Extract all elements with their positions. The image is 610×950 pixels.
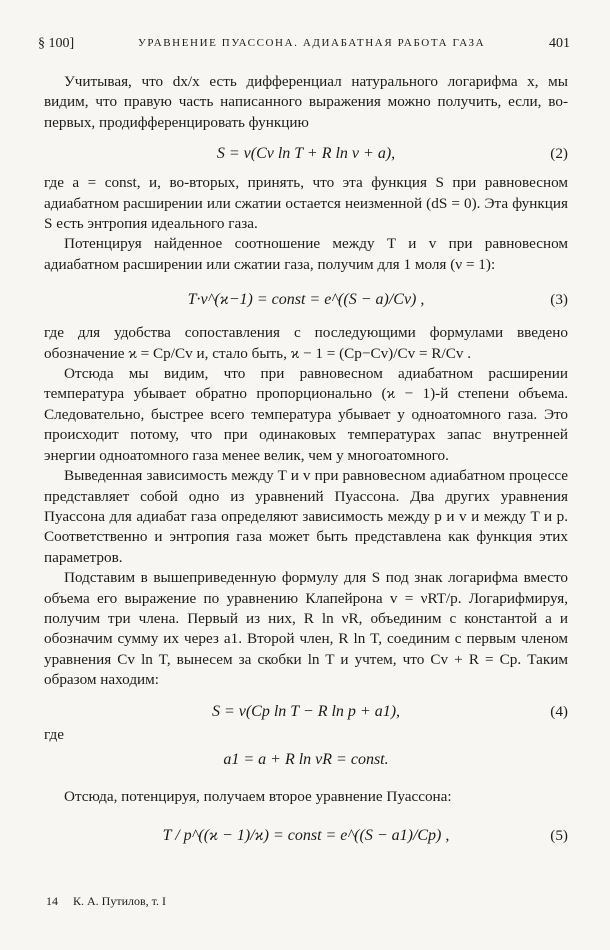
signature-number: 14 (46, 894, 58, 908)
equation-4-number: (4) (550, 702, 568, 720)
running-title: УРАВНЕНИЕ ПУАССОНА. АДИАБАТНАЯ РАБОТА ГАЗА (138, 37, 486, 49)
equation-2-body: S = ν(Cv ln T + R ln v + a), (216, 145, 396, 163)
paragraph: где для удобства сопоставления с последующими формулами введено обозначение ϰ = Cp/Cv и, стало быть, ϰ − 1 = (Cp−Cv)/Cv = R/Cv . (44, 324, 568, 362)
paragraph: Подставим в вышеприведенную формулу для S под знак логарифма вместо объема его выражение по уравнению Клапейрона v = νRT/p. Логарифмируя, получим три члена. Первый из них, R ln νR, объединим с константой a и обозначим сумму их через a1. Второй член, R ln T, соединим с первым членом уравнения Cv ln T, вынесем за скобки ln T и учтем, что Cv + R = Cp. Таким образом находим: (44, 569, 568, 689)
paragraph: Выведенная зависимость между T и v при равновесном адиабатном процессе представляет собой одно из уравнений Пуассона. Два других уравнения Пуассона для адиабат газа определяют зависимость между p и v и между T и p. Соответственно и энтропия газа может быть представлена как функция этих параметров. (44, 467, 568, 566)
page-number: 401 (549, 36, 570, 51)
equation-4b-body: a1 = a + R ln νR = const. (223, 750, 389, 768)
paragraph: Отсюда, потенцируя, получаем второе уравнение Пуассона: (64, 787, 452, 805)
equation-2 (44, 145, 568, 163)
equation-2-number: (2) (550, 145, 568, 163)
signature-mark (46, 894, 166, 909)
paragraph: Учитывая, что dx/x есть дифференциал натурального логарифма x, мы видим, что правую часть написанного выражения можно получить, если, во-первых, продифференцировать функцию (44, 73, 568, 131)
paragraph: Потенцируя найденное соотношение между T и v при равновесном адиабатном расширении или сжатии газа, получим для 1 моля (ν = 1): (44, 235, 568, 273)
page-header (38, 36, 570, 58)
equation-3-number: (3) (550, 291, 568, 309)
equation-3-body: T·v^(ϰ−1) = const = e^((S − a)/Cv) , (187, 291, 425, 309)
equation-4 (44, 703, 568, 721)
paragraph: где a = const, и, во-вторых, принять, что эта функция S при равновесном адиабатном расширении или сжатии остается неизменной (dS = 0). Эта функция S есть энтропия идеального газа. (44, 174, 568, 233)
equation-5 (44, 827, 568, 845)
page-body (44, 72, 568, 845)
equation-4-body: S = ν(Cp ln T − R ln p + a1), (211, 702, 401, 720)
paragraph: где (44, 725, 64, 743)
signature-text: К. А. Путилов, т. I (73, 894, 166, 908)
section-number: § 100] (38, 36, 75, 51)
equation-5-number: (5) (550, 827, 568, 845)
paragraph: Отсюда мы видим, что при равновесном адиабатном расширении температура убывает обратно пропорционально (ϰ − 1)-й степени объема. Следовательно, быстрее всего температура убывает у одноатомного газа. Это происходит потому, что при одинаковых температурах запас внутренней энергии одноатомного газа менее велик, чем у многоатомного. (44, 365, 568, 464)
equation-3 (44, 291, 568, 309)
equation-5-body: T / p^((ϰ − 1)/ϰ) = const = e^((S − a1)/Cp) , (162, 827, 450, 845)
equation-4b (44, 751, 568, 769)
